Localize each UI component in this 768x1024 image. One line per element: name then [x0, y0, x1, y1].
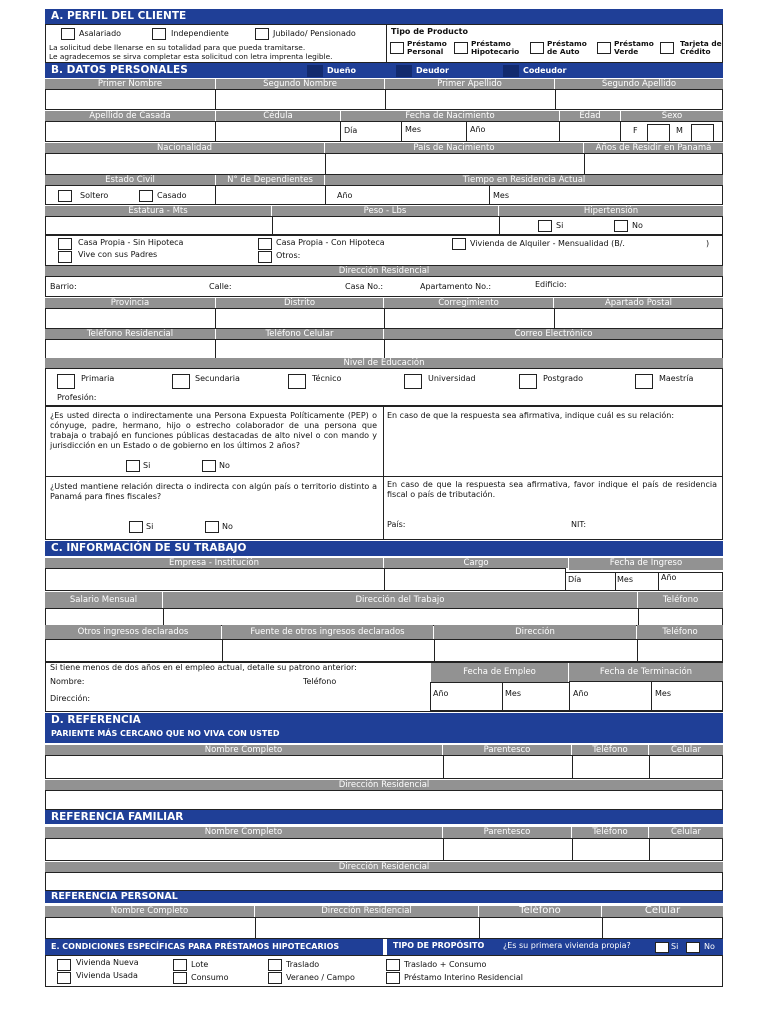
telefono-celular-header: Teléfono Celular: [216, 329, 383, 339]
veraneo-label: Veraneo / Campo: [286, 973, 355, 982]
primera-vivienda-label: ¿Es su primera vivienda propia?: [503, 941, 631, 950]
fuente-ingresos-field[interactable]: [222, 639, 435, 662]
asalariado-label: Asalariado: [79, 29, 122, 38]
vive-padres-label: Vive con sus Padres: [78, 250, 158, 259]
direccion-residencial-field[interactable]: [45, 276, 723, 297]
sexo-m-checkbox[interactable]: [691, 124, 714, 142]
fecha-empleo-header: Fecha de Empleo: [431, 663, 568, 682]
pep-relacion-label: En caso de que la respuesta sea afirmativa, indique cuál es su relación:: [387, 411, 675, 420]
fiscal-si-checkbox[interactable]: [129, 521, 143, 533]
estatura-header: Estatura - Mts: [45, 206, 271, 216]
primera-no-label: No: [704, 942, 715, 951]
referencia-personal-header: REFERENCIA PERSONAL: [45, 891, 723, 903]
consumo-checkbox[interactable]: [173, 972, 187, 984]
deudor-checkbox[interactable]: [396, 65, 412, 77]
tiempo-mes-field[interactable]: [489, 185, 723, 205]
vivienda-alquiler-label: Vivienda de Alquiler - Mensualidad (B/.: [470, 239, 625, 248]
profesion-label: Profesión:: [57, 393, 97, 402]
segundo-apellido-header: Segundo Apellido: [555, 79, 723, 89]
primera-si-checkbox[interactable]: [655, 942, 669, 953]
tipo-tarjeta-checkbox[interactable]: [660, 42, 674, 54]
segundo-nombre-header: Segundo Nombre: [216, 79, 384, 89]
postgrado-checkbox[interactable]: [519, 374, 537, 389]
empleo-mes-label: Mes: [505, 689, 521, 698]
fam-parentesco-header: Parentesco: [443, 827, 571, 838]
note-line-1: La solicitud debe llenarse en su totalidad para que pueda tramitarse.: [49, 43, 306, 52]
casa-con-hipoteca-checkbox[interactable]: [258, 238, 272, 250]
anios-residir-header: Años de Residir en Panamá: [584, 143, 723, 153]
ingreso-anio-label: Año: [661, 573, 677, 582]
pep-no-checkbox[interactable]: [202, 460, 216, 472]
ref-parentesco-field[interactable]: [443, 755, 573, 779]
ref-direccion-field[interactable]: [45, 790, 723, 810]
empleo-anio-label: Año: [433, 689, 449, 698]
primaria-checkbox[interactable]: [57, 374, 75, 389]
cedula-header: Cédula: [216, 111, 340, 121]
casa-sin-hipoteca-checkbox[interactable]: [58, 238, 72, 250]
mes-label: Mes: [405, 125, 421, 134]
terminacion-mes-label: Mes: [655, 689, 671, 698]
apartado-postal-field[interactable]: [554, 308, 723, 329]
nacionalidad-header: Nacionalidad: [45, 143, 324, 153]
fam-telefono-field[interactable]: [572, 838, 650, 861]
direccion-otros-field[interactable]: [434, 639, 638, 662]
fam-telefono-header: Teléfono: [572, 827, 648, 838]
traslado-label: Traslado: [286, 960, 320, 969]
corregimiento-field[interactable]: [384, 308, 555, 329]
referencia-familiar-header: REFERENCIA FAMILIAR: [45, 810, 723, 824]
soltero-label: Soltero: [80, 191, 109, 200]
section-d-header: D. REFERENCIA: [45, 713, 723, 727]
estado-civil-header: Estado Civil: [45, 175, 215, 185]
codeudor-label: Codeudor: [523, 66, 567, 75]
correo-field[interactable]: [384, 339, 723, 359]
lote-label: Lote: [191, 960, 209, 969]
vivienda-alquiler-checkbox[interactable]: [452, 238, 466, 250]
per-telefono-field[interactable]: [479, 917, 603, 939]
tiempo-residencia-header: Tiempo en Residencia Actual: [325, 175, 723, 185]
per-celular-header: Celular: [602, 906, 723, 917]
traslado-checkbox[interactable]: [268, 959, 282, 971]
sexo-f-label: F: [633, 126, 638, 135]
per-nombre-header: Nombre Completo: [45, 906, 254, 917]
direccion-trabajo-field[interactable]: [163, 608, 639, 626]
tecnico-label: Técnico: [312, 374, 342, 383]
sexo-m-label: M: [676, 126, 683, 135]
pep-si-label: Si: [143, 461, 151, 470]
tipo-verde-label: Préstamo Verde: [614, 39, 654, 56]
lote-checkbox[interactable]: [173, 959, 187, 971]
telefono-otros-header: Teléfono: [637, 625, 723, 639]
tiempo-anio-label: Año: [337, 191, 353, 200]
menos-dos-anios-label: Si tiene menos de dos años en el empleo actual, detalle su patrono anterior:: [50, 663, 357, 672]
empresa-header: Empresa - Institución: [45, 558, 383, 568]
terminacion-anio-label: Año: [573, 689, 589, 698]
segundo-nombre-field[interactable]: [215, 89, 386, 110]
prestamo-interino-checkbox[interactable]: [386, 972, 400, 984]
empresa-field[interactable]: [45, 568, 385, 591]
duenio-checkbox[interactable]: [307, 65, 323, 77]
fiscal-question: ¿Usted mantiene relación directa o indirecta con algún país o territorio distinto a Panamá para fines fiscales?: [50, 482, 377, 501]
tipo-proposito-label: TIPO DE PROPÓSITO: [393, 941, 485, 950]
ref-telefono-header: Teléfono: [572, 745, 648, 755]
salario-field[interactable]: [45, 608, 164, 626]
per-direccion-field[interactable]: [255, 917, 480, 939]
postgrado-label: Postgrado: [543, 374, 583, 383]
vive-padres-checkbox[interactable]: [58, 251, 72, 263]
direccion-trabajo-header: Dirección del Trabajo: [163, 592, 637, 608]
secundaria-checkbox[interactable]: [172, 374, 190, 389]
telefono-otros-field[interactable]: [637, 639, 723, 662]
primera-si-label: Si: [671, 942, 679, 951]
tipo-verde-checkbox[interactable]: [597, 42, 611, 54]
maestria-label: Maestría: [659, 374, 694, 383]
vivienda-alquiler-close: ): [706, 239, 710, 248]
fuente-ingresos-header: Fuente de otros ingresos declarados: [222, 625, 433, 639]
fam-nombre-field[interactable]: [45, 838, 444, 861]
patrono-direccion-label: Dirección:: [50, 694, 91, 703]
telefono-trabajo-field[interactable]: [638, 608, 723, 626]
duenio-label: Dueño: [327, 66, 356, 75]
otros-ingresos-field[interactable]: [45, 639, 223, 662]
primer-apellido-field[interactable]: [385, 89, 556, 110]
otros-checkbox[interactable]: [258, 251, 272, 263]
corregimiento-header: Corregimiento: [384, 298, 553, 308]
ref-celular-header: Celular: [649, 745, 723, 755]
telefono-trabajo-header: Teléfono: [638, 592, 723, 608]
correo-header: Correo Electrónico: [384, 329, 723, 339]
ingreso-mes-label: Mes: [617, 575, 633, 584]
pep-no-label: No: [219, 461, 230, 470]
per-nombre-field[interactable]: [45, 917, 256, 939]
section-c-header: C. INFORMACIÓN DE SU TRABAJO: [45, 541, 723, 556]
per-telefono-header: Teléfono: [479, 906, 601, 917]
fam-nombre-header: Nombre Completo: [45, 827, 442, 838]
fiscal-indique: En caso de que la respuesta sea afirmativa, favor indique el país de residencia fiscal o país de tributación.: [387, 480, 717, 499]
apartamento-label: Apartamento No.:: [420, 282, 492, 291]
primer-nombre-header: Primer Nombre: [45, 79, 215, 89]
nacionalidad-field[interactable]: [45, 153, 326, 175]
primer-apellido-header: Primer Apellido: [385, 79, 554, 89]
primer-nombre-field[interactable]: [45, 89, 216, 110]
dia-label: Día: [344, 126, 358, 135]
apellido-casada-field[interactable]: [45, 121, 216, 142]
telefono-residencial-field[interactable]: [45, 339, 216, 359]
fam-direccion-header: Dirección Residencial: [45, 862, 723, 872]
per-celular-field[interactable]: [602, 917, 723, 939]
fecha-terminacion-header: Fecha de Terminación: [569, 663, 723, 681]
cedula-field[interactable]: [215, 121, 341, 142]
hipertension-no-label: No: [632, 221, 643, 230]
tiempo-mes-label: Mes: [493, 191, 509, 200]
veraneo-checkbox[interactable]: [268, 972, 282, 984]
pais-nacimiento-header: País de Nacimiento: [325, 143, 583, 153]
dependientes-header: N° de Dependientes: [216, 175, 324, 185]
tipo-auto-label: Préstamo de Auto: [547, 39, 587, 56]
anio-label: Año: [470, 125, 486, 134]
soltero-checkbox[interactable]: [58, 190, 72, 202]
direccion-residencial-header: Dirección Residencial: [45, 266, 723, 276]
jubilado-label: Jubilado/ Pensionado: [273, 29, 356, 38]
note-line-2: Le agradecemos se sirva completar esta solicitud con letra imprenta legible.: [49, 52, 333, 61]
provincia-field[interactable]: [45, 308, 216, 329]
proposito-box: [45, 955, 723, 987]
fam-celular-field[interactable]: [649, 838, 723, 861]
otros-ingresos-header: Otros ingresos declarados: [45, 625, 221, 639]
section-a-header: A. PERFIL DEL CLIENTE: [45, 9, 723, 24]
fiscal-no-label: No: [222, 522, 233, 531]
tipo-tarjeta-label: Tarjeta de Crédito: [680, 39, 722, 56]
fiscal-si-label: Si: [146, 522, 154, 531]
ref-nombre-field[interactable]: [45, 755, 444, 779]
vivienda-nueva-checkbox[interactable]: [57, 959, 71, 971]
codeudor-checkbox[interactable]: [503, 65, 519, 77]
section-b-header: B. DATOS PERSONALES: [45, 63, 723, 78]
ref-telefono-field[interactable]: [572, 755, 650, 779]
fecha-nacimiento-header: Fecha de Nacimiento: [341, 111, 559, 121]
primera-no-checkbox[interactable]: [686, 942, 700, 953]
pep-question: ¿Es usted directa o indirectamente una Persona Expuesta Políticamente (PEP) o cónyuge, padre, hermano, hijo o estrecho colaborador de una persona que trabaja o trabajó en funciones públicas destacadas de alto nivel o con mando y jurisdicción en un Estado o de gobierno en los últimos 2 años?: [50, 411, 377, 450]
maestria-checkbox[interactable]: [635, 374, 653, 389]
peso-field[interactable]: [272, 216, 500, 235]
fecha-ingreso-header: Fecha de Ingreso: [569, 558, 723, 570]
direccion-otros-header: Dirección: [434, 625, 636, 639]
consumo-label: Consumo: [191, 973, 229, 982]
edificio-label: Edificio:: [535, 280, 567, 289]
sexo-header: Sexo: [621, 111, 723, 121]
tipo-personal-checkbox[interactable]: [390, 42, 404, 54]
deudor-label: Deudor: [416, 66, 449, 75]
tipo-personal-label: Préstamo Personal: [407, 39, 447, 56]
anios-residir-field[interactable]: [584, 153, 723, 175]
cargo-header: Cargo: [384, 558, 568, 568]
fam-parentesco-field[interactable]: [443, 838, 573, 861]
fiscal-no-checkbox[interactable]: [205, 521, 219, 533]
hipertension-no-checkbox[interactable]: [614, 220, 628, 232]
asalariado-checkbox[interactable]: [61, 28, 75, 40]
edad-field[interactable]: [559, 121, 621, 142]
prestamo-interino-label: Préstamo Interino Residencial: [404, 973, 523, 982]
casado-label: Casado: [157, 191, 187, 200]
independiente-checkbox[interactable]: [152, 28, 166, 40]
ref-direccion-header: Dirección Residencial: [45, 780, 723, 790]
section-e-header: E. CONDICIONES ESPECÍFICAS PARA PRÉSTAMOS HIPOTECARIOS: [45, 939, 383, 955]
jubilado-checkbox[interactable]: [255, 28, 269, 40]
vivienda-usada-label: Vivienda Usada: [76, 971, 138, 980]
ref-celular-field[interactable]: [649, 755, 723, 779]
secundaria-label: Secundaria: [195, 374, 240, 383]
ref-nombre-header: Nombre Completo: [45, 745, 442, 755]
distrito-field[interactable]: [215, 308, 385, 329]
patrono-nombre-label: Nombre:: [50, 677, 85, 686]
nivel-educacion-header: Nivel de Educación: [45, 358, 723, 368]
tipo-producto-title: Tipo de Producto: [391, 27, 468, 36]
dependientes-field[interactable]: [215, 185, 326, 205]
calle-label: Calle:: [209, 282, 232, 291]
peso-header: Peso - Lbs: [272, 206, 498, 216]
independiente-label: Independiente: [171, 29, 229, 38]
tipo-hipotecario-checkbox[interactable]: [454, 42, 468, 54]
barrio-label: Barrio:: [50, 282, 77, 291]
hipertension-si-label: Si: [556, 221, 564, 230]
hipertension-header: Hipertensión: [499, 206, 723, 216]
nivel-educacion-box: [45, 368, 723, 406]
traslado-consumo-label: Traslado + Consumo: [404, 960, 487, 969]
otros-label: Otros:: [276, 251, 301, 260]
sexo-f-checkbox[interactable]: [647, 124, 670, 142]
tipo-hipotecario-label: Préstamo Hipotecario: [471, 39, 520, 56]
ingreso-dia-label: Día: [568, 575, 582, 584]
apartado-postal-header: Apartado Postal: [554, 298, 723, 308]
provincia-header: Provincia: [45, 298, 215, 308]
universidad-label: Universidad: [428, 374, 476, 383]
cargo-field[interactable]: [384, 568, 566, 591]
tecnico-checkbox[interactable]: [288, 374, 306, 389]
segundo-apellido-field[interactable]: [555, 89, 723, 110]
traslado-consumo-checkbox[interactable]: [386, 959, 400, 971]
ref-parentesco-header: Parentesco: [443, 745, 571, 755]
universidad-checkbox[interactable]: [404, 374, 422, 389]
patrono-telefono-label: Teléfono: [303, 677, 337, 686]
fam-celular-header: Celular: [649, 827, 723, 838]
per-direccion-header: Dirección Residencial: [255, 906, 478, 917]
estatura-field[interactable]: [45, 216, 273, 235]
fam-direccion-field[interactable]: [45, 872, 723, 891]
tipo-auto-checkbox[interactable]: [530, 42, 544, 54]
hipertension-field: [499, 216, 723, 235]
salario-header: Salario Mensual: [45, 592, 162, 608]
edad-header: Edad: [560, 111, 620, 121]
telefono-residencial-header: Teléfono Residencial: [45, 329, 215, 339]
apellido-casada-header: Apellido de Casada: [45, 111, 215, 121]
pep-si-checkbox[interactable]: [126, 460, 140, 472]
pais-nacimiento-field[interactable]: [325, 153, 585, 175]
casa-sin-hipoteca-label: Casa Propia - Sin Hipoteca: [78, 238, 184, 247]
primaria-label: Primaria: [81, 374, 115, 383]
hipertension-si-checkbox[interactable]: [538, 220, 552, 232]
pariente-cercano-subheader: PARIENTE MÁS CERCANO QUE NO VIVA CON USTED: [45, 727, 723, 743]
nit-label: NIT:: [571, 520, 587, 529]
casado-checkbox[interactable]: [139, 190, 153, 202]
pais-label: País:: [387, 520, 406, 529]
vivienda-nueva-label: Vivienda Nueva: [76, 958, 139, 967]
vivienda-usada-checkbox[interactable]: [57, 972, 71, 984]
casa-con-hipoteca-label: Casa Propia - Con Hipoteca: [276, 238, 385, 247]
distrito-header: Distrito: [216, 298, 383, 308]
telefono-celular-field[interactable]: [215, 339, 385, 359]
casa-no-label: Casa No.:: [345, 282, 384, 291]
